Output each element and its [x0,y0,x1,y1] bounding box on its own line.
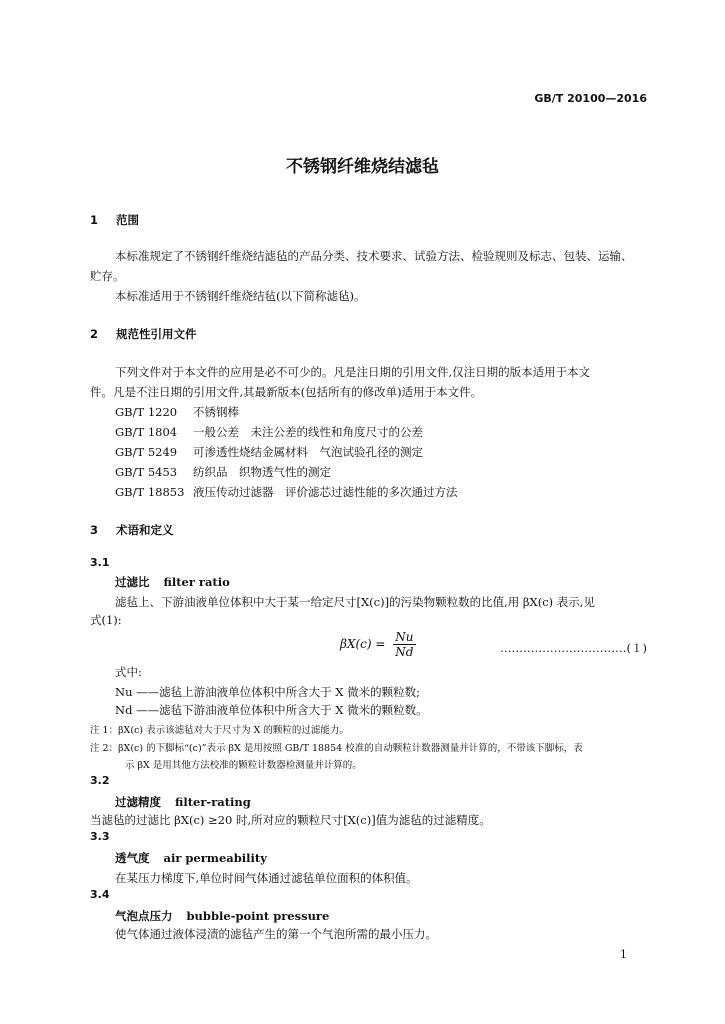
term-number: 3.2 [90,774,110,787]
reference-title: 不锈钢棒 [193,405,239,419]
fraction-numerator: Nu [395,630,414,644]
scope-paragraph-1-line1: 本标准规定了不锈钢纤维烧结滤毡的产品分类、技术要求、试验方法、检验规则及标志、包装、运输、 [115,249,633,263]
section-number: 2 [90,327,99,341]
equation-number: ……………………………(１) [500,641,647,655]
term-definition-line2: 式(1): [90,613,122,627]
reference-code: GB/T 18853 [115,485,185,499]
term-heading [115,574,230,590]
reference-title: 一般公差 未注公差的线性和角度尺寸的公差 [193,425,423,439]
reference-item [115,484,458,501]
standard-number-header: GB/T 20100—2016 [534,92,647,105]
reference-code: GB/T 5249 [115,445,178,459]
section-title: 范围 [116,213,139,227]
section-number: 3 [90,523,99,537]
variable-definition: Nd ——滤毡下游油液单位体积中所含大于 X 微米的颗粒数。 [115,703,428,717]
term-zh: 气泡点压力 [115,909,173,923]
term-heading [115,794,251,810]
formula-1 [340,630,416,659]
term-definition: 使气体通过液体浸渍的滤毡产生的第一个气泡所需的最小压力。 [115,927,437,941]
reference-code: GB/T 5453 [115,465,178,479]
normative-intro-line2: 件。凡是不注日期的引用文件,其最新版本(包括所有的修改单)适用于本文件。 [90,385,483,399]
section-heading-2 [90,326,197,342]
term-definition-line1: 滤毡上、下游油液单位体积中大于某一给定尺寸[X(c)]的污染物颗粒数的比值,用 βX(c) 表示,见 [115,595,595,609]
term-en: filter-rating [175,795,251,809]
reference-title: 液压传动过滤器 评价滤芯过滤性能的多次通过方法 [193,485,458,499]
term-zh: 过滤比 [115,575,150,589]
scope-paragraph-1-line2: 贮存。 [90,269,125,283]
term-number: 3.3 [90,830,110,843]
term-number: 3.4 [90,888,110,901]
term-heading [115,850,267,866]
reference-title: 可渗透性烧结金属材料 气泡试验孔径的测定 [193,445,423,459]
note-2-line1: 注 2：βX(c) 的下脚标“(c)”表示 βX 是用按照 GB/T 18854 校准的自动颗粒计数器测量并计算的，不带该下脚标，表 [90,743,583,754]
note-2-line2: 示 βX 是用其他方法校准的颗粒计数器检测量并计算的。 [125,760,362,771]
normative-intro-line1: 下列文件对于本文件的应用是必不可少的。凡是注日期的引用文件,仅注日期的版本适用于本文 [115,365,591,379]
term-en: bubble-point pressure [186,909,330,923]
term-heading [115,908,329,924]
page-number: 1 [620,948,627,961]
fraction-denominator: Nd [395,645,414,659]
term-en: filter ratio [163,575,230,589]
section-title: 术语和定义 [116,523,174,537]
formula-lhs: βX(c) = [340,637,386,651]
reference-item [115,424,423,441]
term-zh: 过滤精度 [115,795,161,809]
term-zh: 透气度 [115,851,150,865]
reference-item [115,444,423,461]
where-label: 式中: [115,665,142,679]
reference-item [115,404,239,421]
section-heading-3 [90,522,174,538]
variable-definition: Nu ——滤毡上游油液单位体积中所含大于 X 微米的颗粒数; [115,685,420,699]
term-en: air permeability [163,851,267,865]
section-number: 1 [90,213,99,227]
section-title: 规范性引用文件 [116,327,197,341]
document-title: 不锈钢纤维烧结滤毡 [286,157,439,177]
formula-fraction [393,630,415,659]
section-heading-1 [90,212,139,228]
reference-title: 纺织品 织物透气性的测定 [193,465,331,479]
term-definition: 当滤毡的过滤比 βX(c) ≥20 时,所对应的颗粒尺寸[X(c)]值为滤毡的过滤精度。 [90,813,491,827]
term-definition: 在某压力梯度下,单位时间气体通过滤毡单位面积的体积值。 [115,871,418,885]
reference-item [115,464,331,481]
note-1: 注 1：βX(c) 表示该滤毡对大于尺寸为 X 的颗粒的过滤能力。 [90,725,349,736]
reference-code: GB/T 1804 [115,425,178,439]
scope-paragraph-2: 本标准适用于不锈钢纤维烧结毡(以下简称滤毡)。 [115,289,366,303]
term-number: 3.1 [90,556,110,569]
reference-code: GB/T 1220 [115,405,178,419]
